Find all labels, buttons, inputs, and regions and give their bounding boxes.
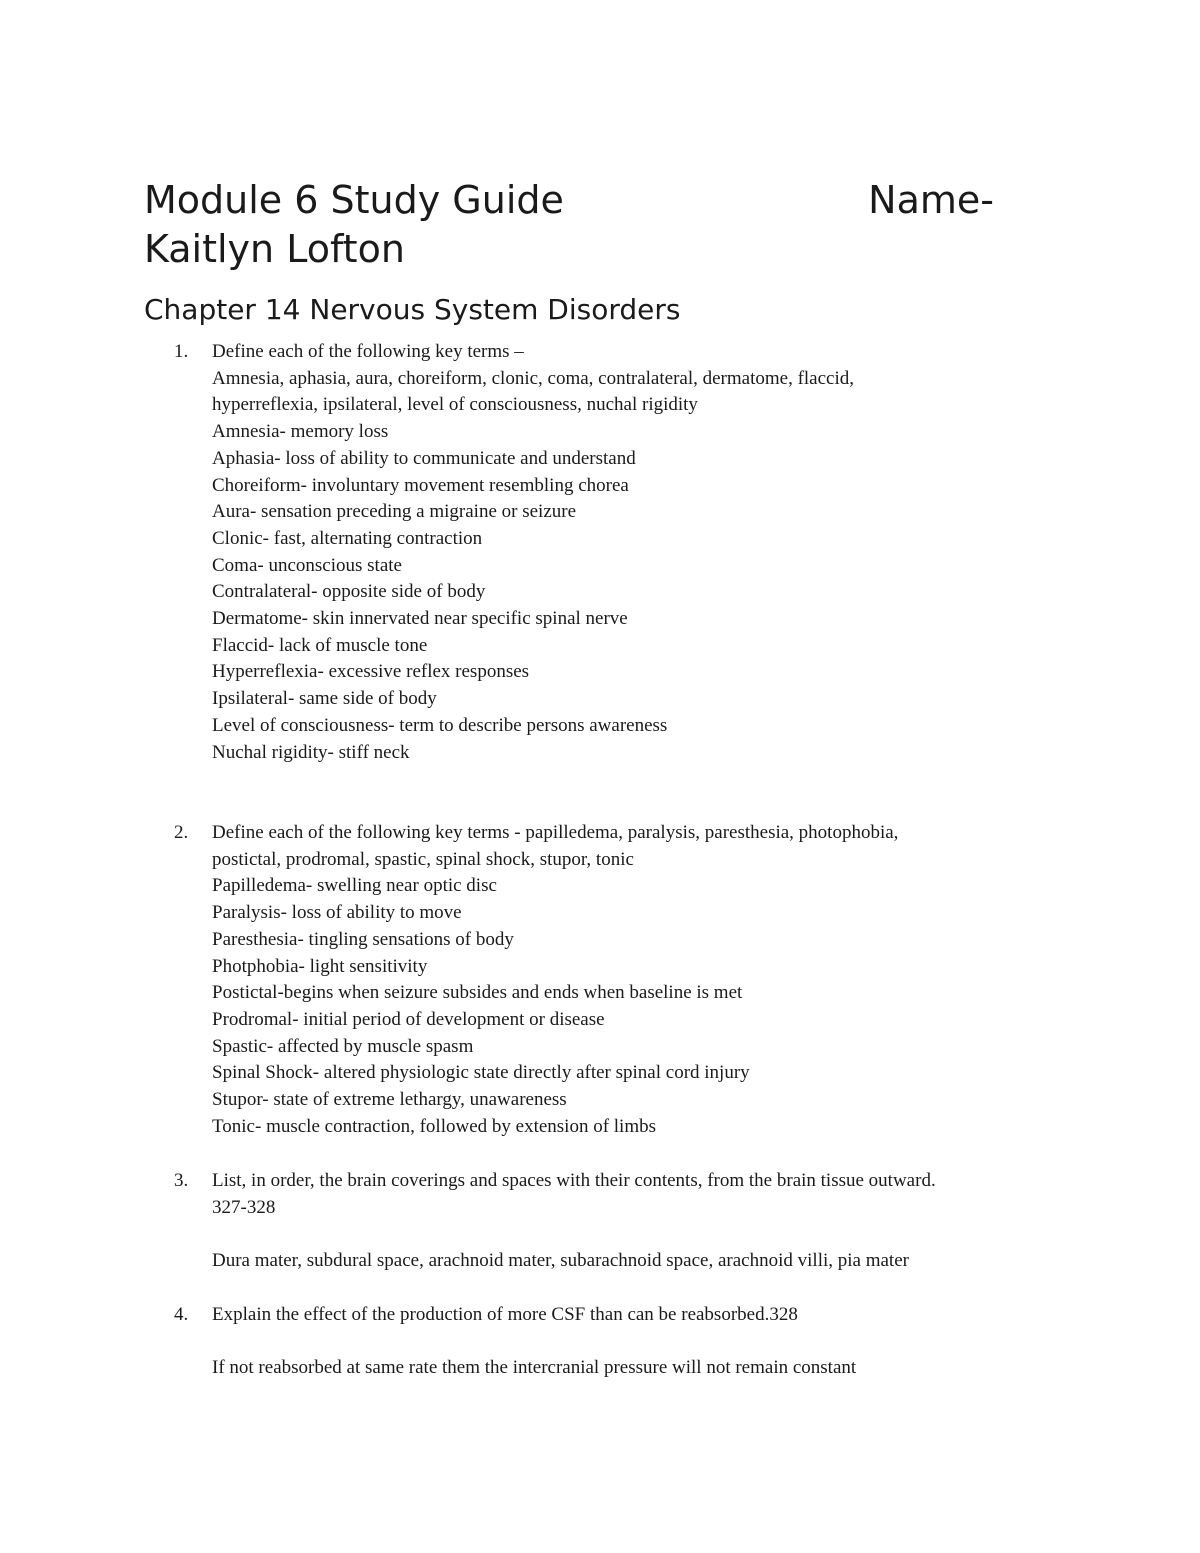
definition-line: Spinal Shock- altered physiologic state directly after spinal cord injury <box>212 1062 750 1084</box>
definition-line: Paralysis- loss of ability to move <box>212 902 462 924</box>
question-body <box>212 820 1062 1140</box>
chapter-heading: Chapter 14 Nervous System Disorders <box>144 293 681 326</box>
blank-line <box>212 1329 1062 1356</box>
question-prompt: Define each of the following key terms - papilledema, paralysis, paresthesia, photophobia, <box>212 822 899 843</box>
question-body <box>212 1302 1062 1382</box>
definition-line: Amnesia- memory loss <box>212 421 389 443</box>
definition-line: Contralateral- opposite side of body <box>212 581 486 603</box>
definition-line: Photphobia- light sensitivity <box>212 955 428 977</box>
definition-line: Stupor- state of extreme lethargy, unawareness <box>212 1089 567 1111</box>
definition-line: Flaccid- lack of muscle tone <box>212 634 428 656</box>
document-title <box>144 176 1004 274</box>
definition-line: Papilledema- swelling near optic disc <box>212 875 497 897</box>
question-number: 2. <box>174 822 189 843</box>
question-prompt: Explain the effect of the production of more CSF than can be reabsorbed.328 <box>212 1304 798 1325</box>
question-body <box>212 1168 1062 1275</box>
question-number: 1. <box>174 341 189 362</box>
question-prompt: postictal, prodromal, spastic, spinal shock, stupor, tonic <box>212 848 634 870</box>
definition-line: Paresthesia- tingling sensations of body <box>212 928 514 950</box>
definition-line: Hyperreflexia- excessive reflex responses <box>212 661 530 683</box>
definition-line: Postictal-begins when seizure subsides and ends when baseline is met <box>212 982 743 1004</box>
title-text: Module 6 Study Guide <box>144 178 564 222</box>
question-number: 3. <box>174 1170 189 1191</box>
title-first-line <box>144 176 994 225</box>
key-terms-line: Amnesia, aphasia, aura, choreiform, clonic, coma, contralateral, dermatome, flaccid, <box>212 367 855 389</box>
answer-line: Dura mater, subdural space, arachnoid mater, subarachnoid space, arachnoid villi, pia mater <box>212 1250 909 1272</box>
key-terms-line: hyperreflexia, ipsilateral, level of consciousness, nuchal rigidity <box>212 394 698 416</box>
definition-line: Tonic- muscle contraction, followed by extension of limbs <box>212 1115 657 1137</box>
definition-line: Ipsilateral- same side of body <box>212 688 437 710</box>
definition-line: Aphasia- loss of ability to communicate and understand <box>212 447 636 469</box>
question-prompt: List, in order, the brain coverings and spaces with their contents, from the brain tissue outward. <box>212 1170 936 1191</box>
definition-line: Coma- unconscious state <box>212 554 402 576</box>
question-number: 4. <box>174 1304 189 1325</box>
blank-line <box>212 1221 1062 1248</box>
definition-line: Prodromal- initial period of development or disease <box>212 1008 605 1030</box>
question-prompt: Define each of the following key terms – <box>212 341 524 362</box>
student-name: Kaitlyn Lofton <box>144 227 405 271</box>
title-second-line <box>144 225 994 274</box>
definition-line: Dermatome- skin innervated near specific spinal nerve <box>212 608 628 630</box>
definition-line: Aura- sensation preceding a migraine or seizure <box>212 501 577 523</box>
answer-line: If not reabsorbed at same rate them the intercranial pressure will not remain constant <box>212 1357 857 1379</box>
definition-line: Nuchal rigidity- stiff neck <box>212 741 410 763</box>
definition-line: Spastic- affected by muscle spasm <box>212 1035 474 1057</box>
name-label: Name- <box>868 178 994 222</box>
definition-line: Choreiform- involuntary movement resembling chorea <box>212 474 629 496</box>
page-reference: 327-328 <box>212 1196 276 1218</box>
question-body <box>212 339 1062 766</box>
definition-line: Level of consciousness- term to describe persons awareness <box>212 714 668 736</box>
definition-line: Clonic- fast, alternating contraction <box>212 527 483 549</box>
